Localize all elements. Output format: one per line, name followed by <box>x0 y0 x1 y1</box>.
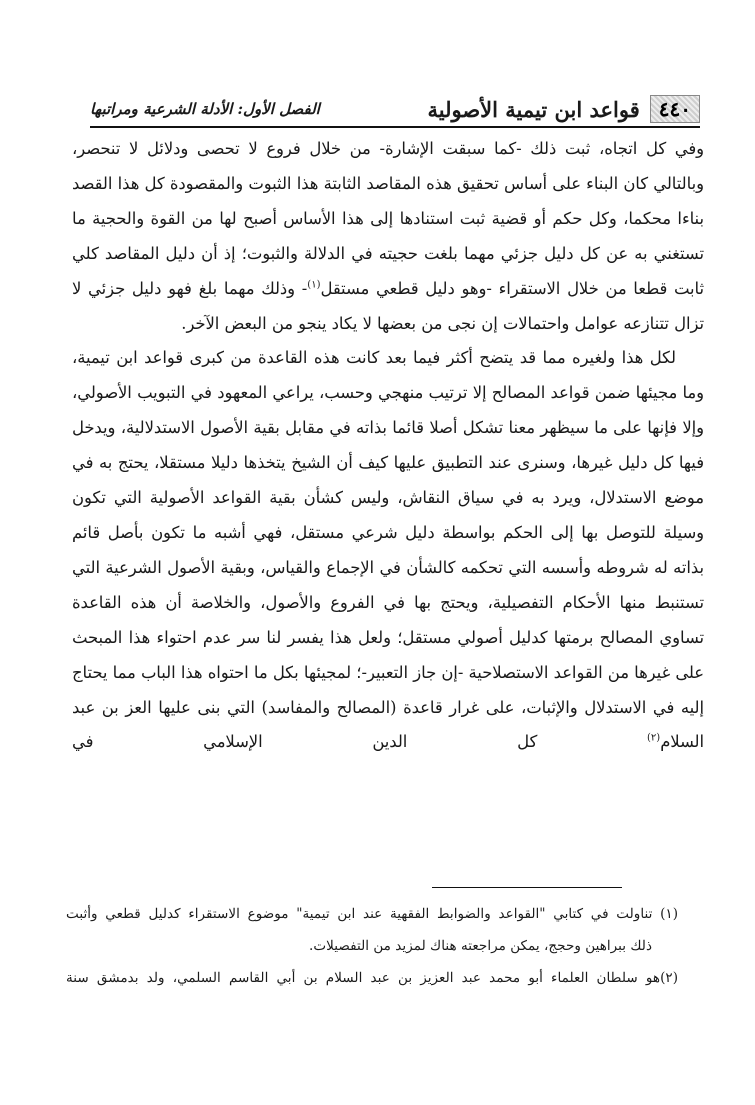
footnote-ref[interactable]: (٢) <box>647 732 661 744</box>
paragraph-text-continued: كل الدين الإسلامي في <box>72 732 538 752</box>
paragraph-text: لكل هذا ولغيره مما قد يتضح أكثر فيما بعد كانت هذه القاعدة من كبرى قواعد ابن تيمية، وما مجيئها ضمن قواعد المصالح إلا ترتيب منهجي وحسب، يراعي المعهود في التبويب الأصولي، وإلا فإنها على ما سيظهر معنا تشكل أصلا قائما بذاته في مقابل بقية الأصول الاستدلالية، ويدخل فيها كل دليل غيرها، وسنرى عند التطبيق عليها كيف أن الشيخ يتخذها دليلا مستقلا، يحتج به في موضع الاستدلال، ويرد به في سياق النقاش، وليس كشأن بقية القواعد الأصولية التي تكون وسيلة للتوصل بها إلى الحكم بواسطة دليل شرعي مستقل، فهي أشبه ما تكون بأصل قائم بذاته له شروطه وأسسه التي تحكمه كالشأن في الإجماع والقياس، وبقية الأصول الشرعية التي تستنبط منها الأحكام التفصيلية، ويحتج بها في الفروع والأصول، والخلاصة أن هذه القاعدة تساوي المصالح برمتها كدليل أصولي مستقل؛ ولعل هذا يفسر لنا سر عدم احتواء هذا المبحث على غيرها من القواعد الاستصلاحية -إن جاز التعبير-؛ لمجيئها بكل ما احتواه هذا الباب مما يحتاج إليه في الاستدلال والإثبات، على غرار قاعدة (المصالح والمفاسد) التي بنى عليها العز بن عبد السلام <box>72 348 704 752</box>
section-title: الفصل الأول: الأدلة الشرعية ومراتبها <box>90 100 320 118</box>
paragraph <box>72 132 704 341</box>
footnote-ref[interactable]: (١) <box>307 279 321 291</box>
footnote-marker: (١) <box>660 906 678 922</box>
footnote-1-continuation: ذلك ببراهين وحجج، يمكن مراجعته هناك لمزيد من التفصيلات. <box>309 938 652 954</box>
footnote-text: تناولت في كتابي "القواعد والضوابط الفقهية عند ابن تيمية" موضوع الاستقراء كدليل قطعي وأثبت <box>66 906 653 922</box>
paragraph-text-continued: - وذلك مهما بلغ فهو دليل جزئي لا تزال تتنازعه عوامل واحتمالات إن نجى من بعضها لا يكاد ينجو من البعض الآخر. <box>72 278 704 333</box>
footnote-separator <box>432 887 622 888</box>
paragraph-text: وفي كل اتجاه، ثبت ذلك -كما سبقت الإشارة- من خلال فروع لا تحصى ودلائل لا تنحصر، وبالتالي كان البناء على أساس تحقيق هذه المقاصد الثابتة هذا الثبوت والمقصودة كل هذا القصد بناءا محكما، وكل حكم أو قضية ثبت استنادها إلى هذا الأساس أصبح لها من القوة والحجية ما تستغني به عن كل دليل جزئي مهما بلغت حجيته في الدلالة والثبوت؛ إذ أن دليل المقاصد كلي ثابت قطعا من خلال الاستقراء -وهو دليل قطعي مستقل <box>72 139 704 298</box>
paragraph <box>72 341 704 760</box>
main-text <box>72 132 704 760</box>
footnote-2 <box>66 962 678 994</box>
footnote-text: هو سلطان العلماء أبو محمد عبد العزيز بن عبد السلام بن أبي القاسم السلمي، ولد بدمشق سنة <box>66 970 661 986</box>
footnote-1 <box>66 898 678 930</box>
book-title: قواعد ابن تيمية الأصولية <box>427 96 640 122</box>
footnote-marker: (٢) <box>660 970 678 986</box>
footnotes <box>66 898 678 994</box>
page-header <box>90 92 700 128</box>
header-right <box>427 95 700 123</box>
page-number: ٤٤٠ <box>650 95 700 123</box>
